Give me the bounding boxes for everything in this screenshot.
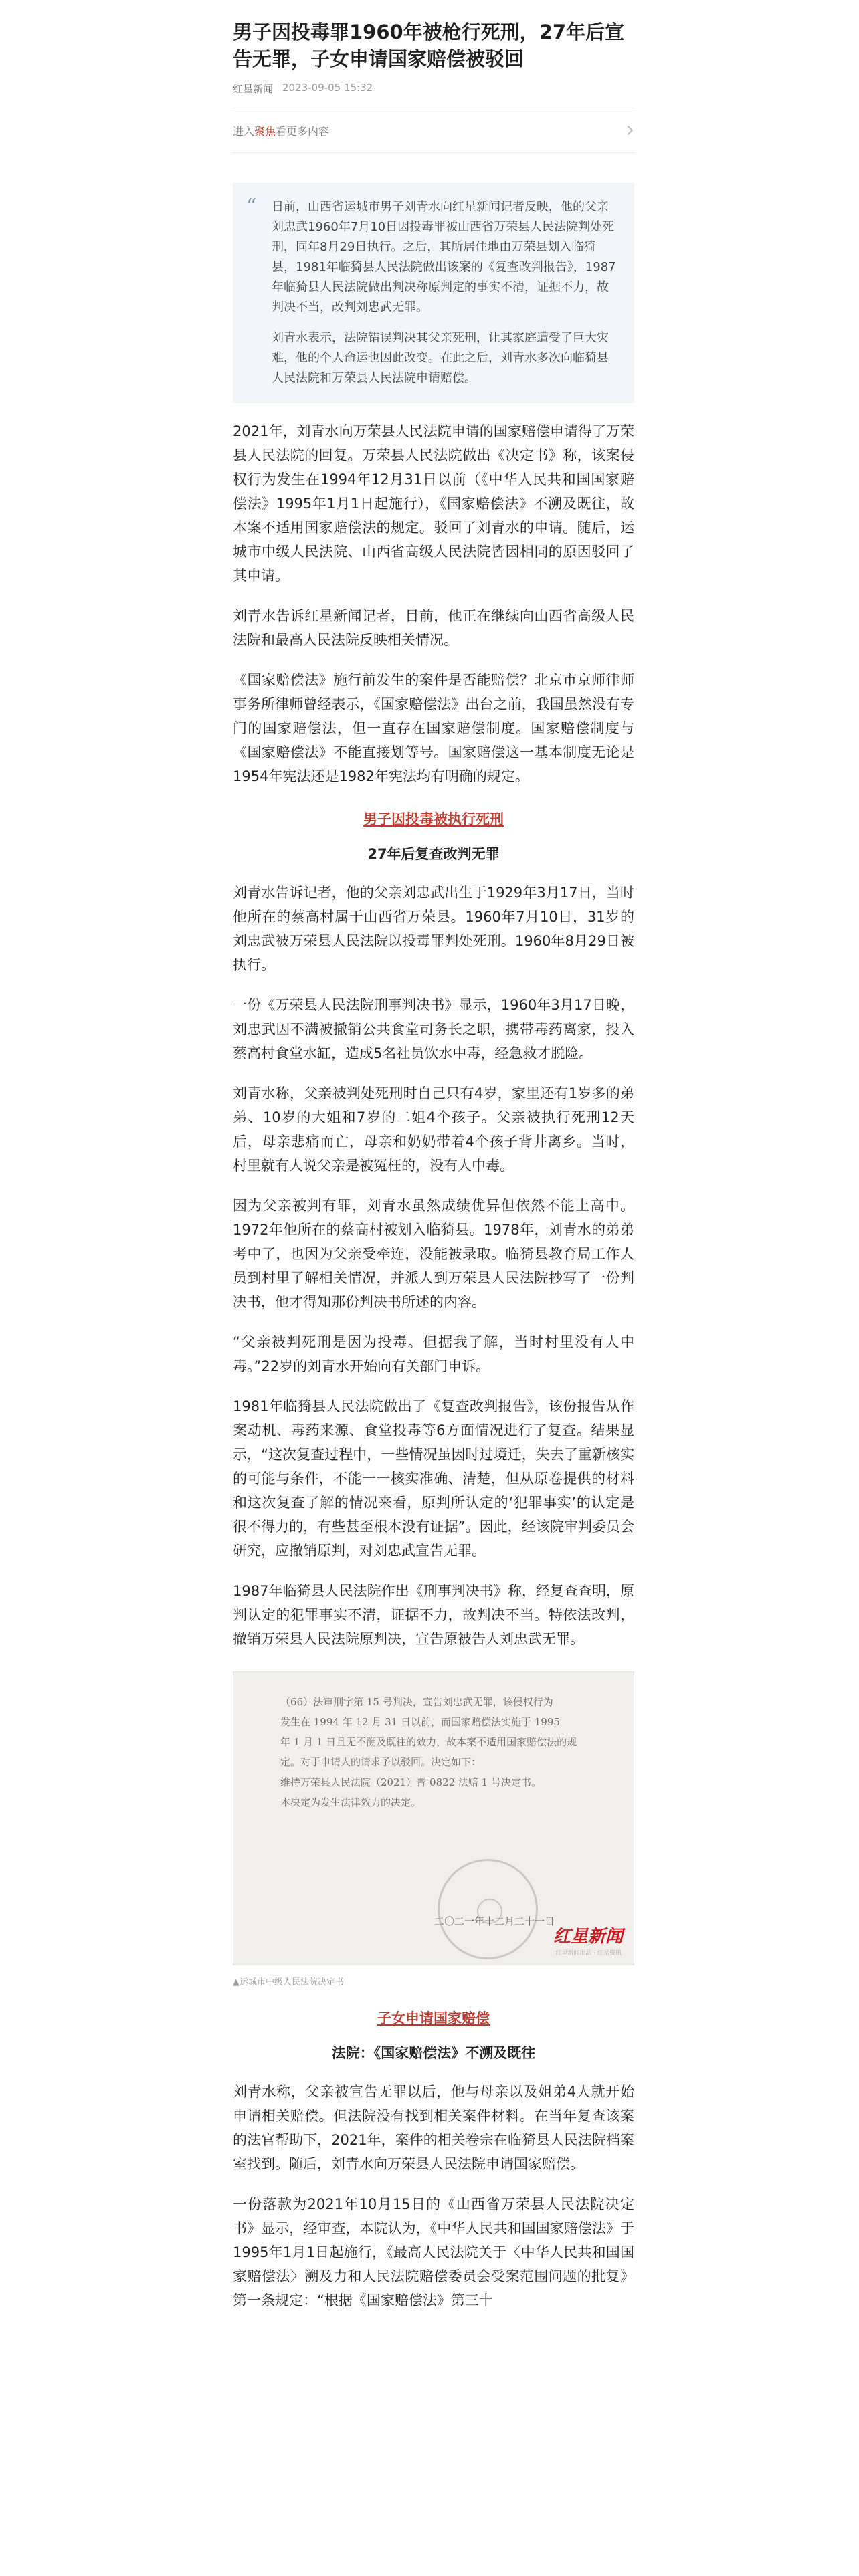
quote-paragraph: 刘青水表示，法院错误判决其父亲死刑，让其家庭遭受了巨大灾难，他的个人命运也因此改变。在此之后，刘青水多次向临猗县人民法院和万荣县人民法院申请赔偿。	[272, 331, 609, 385]
document-text-line: （66）法审刑字第 15 号判决，宣告刘忠武无罪，该侵权行为	[280, 1696, 553, 1708]
document-text-line: 年 1 月 1 日且无不溯及既往的效力，故本案不适用国家赔偿法的规	[280, 1736, 577, 1748]
document-date: 二〇二一年十二月二十一日	[434, 1915, 555, 1927]
article-source[interactable]: 红星新闻	[233, 83, 274, 95]
body-paragraph: 一份《万荣县人民法院刑事判决书》显示，1960年3月17日晚，刘忠武因不满被撤销公共食堂司务长之职，携带毒药离家，投入蔡高村食堂水缸，造成5名社员饮水中毒，经急救才脱险。	[233, 997, 634, 1061]
enter-topic-bar[interactable]	[233, 108, 634, 153]
brand-watermark-sub: 红星新闻出品 · 红星资讯	[555, 1950, 622, 1957]
body-paragraph: 1981年临猗县人民法院做出了《复查改判报告》，该份报告从作案动机、毒药来源、食堂投毒等6方面情况进行了复查。结果显示，“这次复查过程中，一些情况虽因时过境迁，失去了重新核实的可能与条件，不能一一核实准确、清楚，但从原卷提供的材料和这次复查了解的情况来看，原判所认定的‘犯罪事实’的认定是很不得力的，有些甚至根本没有证据”。因此，经该院审判委员会研究，应撤销原判，对刘忠武宣告无罪。	[233, 1398, 634, 1559]
body-paragraph: 刘青水告诉红星新闻记者，目前，他正在继续向山西省高级人民法院和最高人民法院反映相关情况。	[233, 608, 634, 648]
body-paragraph: 一份落款为2021年10月15日的《山西省万荣县人民法院决定书》显示，经审查，本院认为，《中华人民共和国国家赔偿法》于1995年1月1日起施行，《最高人民法院关于〈中华人民共和国国家赔偿法〉溯及力和人民法院赔偿委员会受案范围问题的批复》第一条规定：“根据《国家赔偿法》第三十	[233, 2196, 634, 2309]
summary-quote-body	[272, 197, 617, 389]
body-paragraph: 《国家赔偿法》施行前发生的案件是否能赔偿？北京市京师律师事务所律师曾经表示，《国家赔偿法》出台之前，我国虽然没有专门的国家赔偿法，但一直存在国家赔偿制度。国家赔偿制度与《国家赔偿法》不能直接划等号。国家赔偿这一基本制度无论是1954年宪法还是1982年宪法均有明确的规定。	[233, 672, 634, 784]
enter-topic-suffix: 看更多内容	[276, 124, 330, 138]
enter-topic-text[interactable]	[233, 123, 329, 138]
article-title: 男子因投毒罪1960年被枪行死刑，27年后宣告无罪，子女申请国家赔偿被驳回	[233, 21, 625, 70]
body-paragraph: 1987年临猗县人民法院作出《刑事判决书》称，经复查查明，原判认定的犯罪事实不清，证据不力，故判决不当。特依法改判，撤销万荣县人民法院原判决，宣告原被告人刘忠武无罪。	[233, 1583, 634, 1647]
quote-paragraph: 日前，山西省运城市男子刘青水向红星新闻记者反映，他的父亲刘忠武1960年7月10日因投毒罪被山西省万荣县人民法院判处死刑，同年8月29日执行。之后，其所居住地由万荣县划入临猗县，1981年临猗县人民法院做出该案的《复查改判报告》，1987年临猗县人民法院做出判决称原判定的事实不清，证据不力，故判决不当，改判刘忠武无罪。	[272, 200, 616, 314]
enter-topic-highlight: 聚焦	[254, 124, 276, 138]
section-subheading: 法院：《国家赔偿法》不溯及既往	[331, 2045, 536, 2061]
court-decision-image	[233, 1671, 634, 1965]
article-column	[233, 0, 634, 2313]
image-caption: ▲运城市中级人民法院决定书	[233, 1977, 344, 1988]
body-paragraph: 因为父亲被判有罪，刘青水虽然成绩优异但依然不能上高中。1972年他所在的蔡高村被划入临猗县。1978年，刘青水的弟弟考中了，也因为父亲受牵连，没能被录取。临猗县教育局工作人员到村里了解相关情况，并派人到万荣县人民法院抄写了一份判决书，他才得知那份判决书所述的内容。	[233, 1198, 634, 1310]
section-subheading: 27年后复查改判无罪	[367, 846, 500, 862]
document-text-line: 定。对于申请人的请求予以驳回。决定如下：	[280, 1756, 482, 1768]
document-text-line: 维持万荣县人民法院（2021）晋 0822 法赔 1 号决定书。	[280, 1776, 541, 1788]
enter-topic-prefix: 进入	[233, 124, 255, 138]
chevron-right-icon[interactable]	[624, 126, 633, 135]
brand-watermark: 红星新闻	[553, 1927, 623, 1947]
body-paragraph: 刘青水告诉记者，他的父亲刘忠武出生于1929年3月17日，当时他所在的蔡高村属于山西省万荣县。1960年7月10日，31岁的刘忠武被万荣县人民法院以投毒罪判处死刑。1960年8月29日被执行。	[233, 885, 634, 973]
body-paragraph: 2021年，刘青水向万荣县人民法院申请的国家赔偿申请得了万荣县人民法院的回复。万荣县人民法院做出《决定书》称，该案侵权行为发生在1994年12月31日以前（《中华人民共和国国家赔偿法》1995年1月1日起施行），《国家赔偿法》不溯及既往，故本案不适用国家赔偿法的规定。驳回了刘青水的申请。随后，运城市中级人民法院、山西省高级人民法院皆因相同的原因驳回了其申请。	[233, 423, 634, 584]
body-paragraph: 刘青水称，父亲被判处死刑时自己只有4岁，家里还有1岁多的弟弟、10岁的大姐和7岁的二姐4个孩子。父亲被执行死刑12天后，母亲悲痛而亡，母亲和奶奶带着4个孩子背井离乡。当时，村里就有人说父亲是被冤枉的，没有人中毒。	[233, 1085, 634, 1174]
body-paragraph: 刘青水称，父亲被宣告无罪以后，他与母亲以及姐弟4人就开始申请相关赔偿。但法院没有找到相关案件材料。在当年复查该案的法官帮助下，2021年，案件的相关卷宗在临猗县人民法院档案室找到。随后，刘青水向万荣县人民法院申请国家赔偿。	[233, 2084, 634, 2172]
quote-mark-icon: “	[246, 195, 257, 218]
summary-quote-box	[233, 183, 634, 403]
article-body	[233, 419, 634, 2313]
section-heading: 子女申请国家赔偿	[377, 2010, 490, 2026]
article-timestamp: 2023-09-05 15:32	[282, 82, 373, 94]
document-text-line: 发生在 1994 年 12 月 31 日以前，而国家赔偿法实施于 1995	[280, 1716, 560, 1728]
court-seal-stamp	[438, 1859, 538, 1959]
section-heading: 男子因投毒被执行死刑	[363, 811, 504, 827]
document-text-line: 本决定为发生法律效力的决定。	[280, 1796, 421, 1808]
body-paragraph: “父亲被判死刑是因为投毒。但据我了解，当时村里没有人中毒。”22岁的刘青水开始向有关部门申诉。	[233, 1334, 634, 1374]
article-meta	[233, 82, 634, 96]
